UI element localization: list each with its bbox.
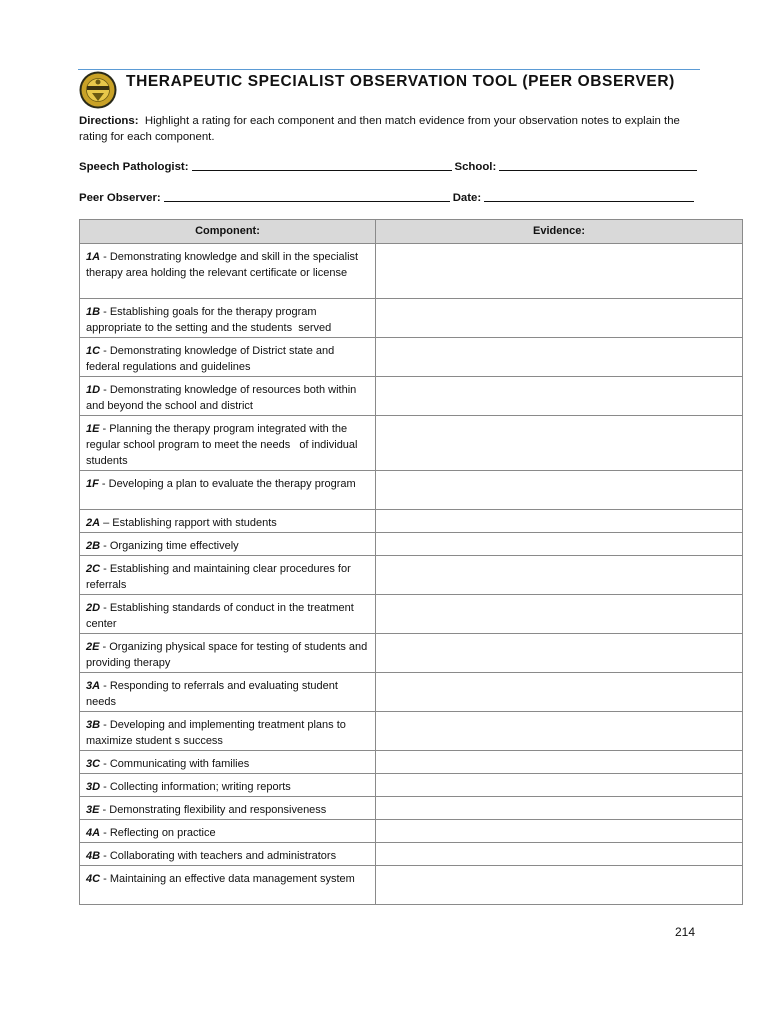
component-code: 1E xyxy=(86,423,100,435)
date-label: Date: xyxy=(452,192,482,204)
component-separator: - xyxy=(100,540,110,552)
table-row xyxy=(80,712,743,751)
evidence-cell[interactable] xyxy=(376,634,743,673)
component-description: Establishing goals for the therapy program appropriate to the setting and the students served xyxy=(86,306,332,334)
component-description: Demonstrating knowledge of resources both within and beyond the school and district xyxy=(86,384,360,412)
component-separator: - xyxy=(100,251,110,263)
component-column-header: Component: xyxy=(80,220,376,244)
component-separator: - xyxy=(100,758,110,770)
evidence-cell[interactable] xyxy=(376,377,743,416)
header-rule xyxy=(78,69,700,70)
component-separator: - xyxy=(100,602,110,614)
evidence-cell[interactable] xyxy=(376,712,743,751)
component-code: 4C xyxy=(86,873,101,885)
component-cell xyxy=(80,471,376,510)
school-field[interactable] xyxy=(499,159,697,171)
evidence-cell[interactable] xyxy=(376,673,743,712)
component-code: 2A xyxy=(86,517,101,529)
peer-observer-field[interactable] xyxy=(164,190,450,202)
component-description: Responding to referrals and evaluating student needs xyxy=(86,680,342,708)
component-code: 3D xyxy=(86,781,101,793)
table-row xyxy=(80,416,743,471)
component-description: Establishing and maintaining clear procedures for referrals xyxy=(86,563,354,591)
component-separator: - xyxy=(100,719,110,731)
component-separator: - xyxy=(100,563,110,575)
page-title: THERAPEUTIC SPECIALIST OBSERVATION TOOL (PEER OBSERVER) xyxy=(126,73,675,90)
observation-table xyxy=(79,219,743,905)
directions-paragraph xyxy=(79,113,699,145)
component-separator: - xyxy=(100,345,110,357)
component-cell xyxy=(80,866,376,905)
table-row xyxy=(80,673,743,712)
component-cell xyxy=(80,244,376,299)
component-description: Organizing time effectively xyxy=(109,540,239,552)
evidence-cell[interactable] xyxy=(376,843,743,866)
component-description: Collecting information; writing reports xyxy=(109,781,291,793)
evidence-cell[interactable] xyxy=(376,595,743,634)
component-code: 2E xyxy=(86,641,100,653)
component-cell xyxy=(80,416,376,471)
directions-label: Directions: xyxy=(79,115,139,127)
table-row xyxy=(80,244,743,299)
component-code: 1F xyxy=(86,478,99,490)
component-description: Demonstrating knowledge of District state and federal regulations and guidelines xyxy=(86,345,338,373)
date-field[interactable] xyxy=(484,190,694,202)
table-row xyxy=(80,774,743,797)
component-separator: - xyxy=(99,423,110,435)
evidence-cell[interactable] xyxy=(376,299,743,338)
component-separator: - xyxy=(100,306,110,318)
component-description: Maintaining an effective data management system xyxy=(109,873,355,885)
evidence-cell[interactable] xyxy=(376,866,743,905)
component-cell xyxy=(80,299,376,338)
directions-text: Highlight a rating for each component and then match evidence from your observation notes to explain the rating for each component. xyxy=(79,115,680,143)
table-header-row xyxy=(80,220,743,244)
component-separator: - xyxy=(100,384,110,396)
component-cell xyxy=(80,820,376,843)
component-cell xyxy=(80,595,376,634)
table-row xyxy=(80,299,743,338)
table-row xyxy=(80,797,743,820)
component-description: Organizing physical space for testing of students and providing therapy xyxy=(86,641,371,669)
component-description: Developing a plan to evaluate the therapy program xyxy=(108,478,356,490)
component-code: 3A xyxy=(86,680,101,692)
component-code: 1B xyxy=(86,306,101,318)
table-row xyxy=(80,510,743,533)
table-row xyxy=(80,338,743,377)
component-separator: - xyxy=(100,781,110,793)
component-description: Establishing standards of conduct in the treatment center xyxy=(86,602,357,630)
peer-observer-row xyxy=(79,190,697,204)
component-description: Demonstrating knowledge and skill in the specialist therapy area holding the relevant certificate or license xyxy=(86,251,362,279)
component-separator: - xyxy=(99,641,110,653)
component-description: Reflecting on practice xyxy=(109,827,216,839)
component-description: Demonstrating flexibility and responsiveness xyxy=(109,804,327,816)
component-cell xyxy=(80,510,376,533)
evidence-cell[interactable] xyxy=(376,510,743,533)
component-code: 3B xyxy=(86,719,101,731)
component-cell xyxy=(80,338,376,377)
evidence-column-header: Evidence: xyxy=(376,220,743,244)
component-cell xyxy=(80,843,376,866)
district-seal-icon xyxy=(79,71,117,109)
component-cell xyxy=(80,673,376,712)
component-separator: - xyxy=(100,873,110,885)
table-row xyxy=(80,533,743,556)
speech-pathologist-field[interactable] xyxy=(192,159,452,171)
component-separator: – xyxy=(100,517,113,529)
component-separator: - xyxy=(100,850,110,862)
speech-pathologist-row xyxy=(79,159,700,173)
component-separator: - xyxy=(100,827,110,839)
component-separator: - xyxy=(98,478,109,490)
component-description: Collaborating with teachers and administrators xyxy=(109,850,337,862)
evidence-cell[interactable] xyxy=(376,533,743,556)
component-cell xyxy=(80,533,376,556)
table-row xyxy=(80,595,743,634)
component-code: 4A xyxy=(86,827,101,839)
component-description: Planning the therapy program integrated with the regular school program to meet the needs of individual students xyxy=(86,423,361,467)
component-cell xyxy=(80,377,376,416)
component-cell xyxy=(80,634,376,673)
component-code: 1D xyxy=(86,384,101,396)
table-row xyxy=(80,820,743,843)
table-row xyxy=(80,634,743,673)
component-code: 2C xyxy=(86,563,101,575)
component-separator: - xyxy=(99,804,110,816)
component-description: Communicating with families xyxy=(109,758,250,770)
evidence-cell[interactable] xyxy=(376,471,743,510)
evidence-cell[interactable] xyxy=(376,244,743,299)
peer-observer-label: Peer Observer: xyxy=(79,192,161,204)
component-code: 1C xyxy=(86,345,101,357)
table-row xyxy=(80,751,743,774)
evidence-cell[interactable] xyxy=(376,556,743,595)
table-row xyxy=(80,471,743,510)
component-cell xyxy=(80,751,376,774)
component-description: Establishing rapport with students xyxy=(112,517,277,529)
evidence-cell[interactable] xyxy=(376,774,743,797)
page-number: 214 xyxy=(675,925,696,939)
component-separator: - xyxy=(100,680,110,692)
component-code: 2D xyxy=(86,602,101,614)
component-cell xyxy=(80,556,376,595)
evidence-cell[interactable] xyxy=(376,820,743,843)
component-cell xyxy=(80,774,376,797)
evidence-cell[interactable] xyxy=(376,416,743,471)
school-label: School: xyxy=(454,161,497,173)
component-code: 3E xyxy=(86,804,100,816)
evidence-cell[interactable] xyxy=(376,751,743,774)
component-cell xyxy=(80,712,376,751)
component-code: 3C xyxy=(86,758,101,770)
component-description: Developing and implementing treatment plans to maximize student s success xyxy=(86,719,349,747)
speech-pathologist-label: Speech Pathologist: xyxy=(79,161,189,173)
table-row xyxy=(80,377,743,416)
evidence-cell[interactable] xyxy=(376,338,743,377)
table-row xyxy=(80,843,743,866)
component-code: 2B xyxy=(86,540,101,552)
component-code: 1A xyxy=(86,251,101,263)
evidence-cell[interactable] xyxy=(376,797,743,820)
component-code: 4B xyxy=(86,850,101,862)
component-cell xyxy=(80,797,376,820)
table-row xyxy=(80,866,743,905)
table-row xyxy=(80,556,743,595)
